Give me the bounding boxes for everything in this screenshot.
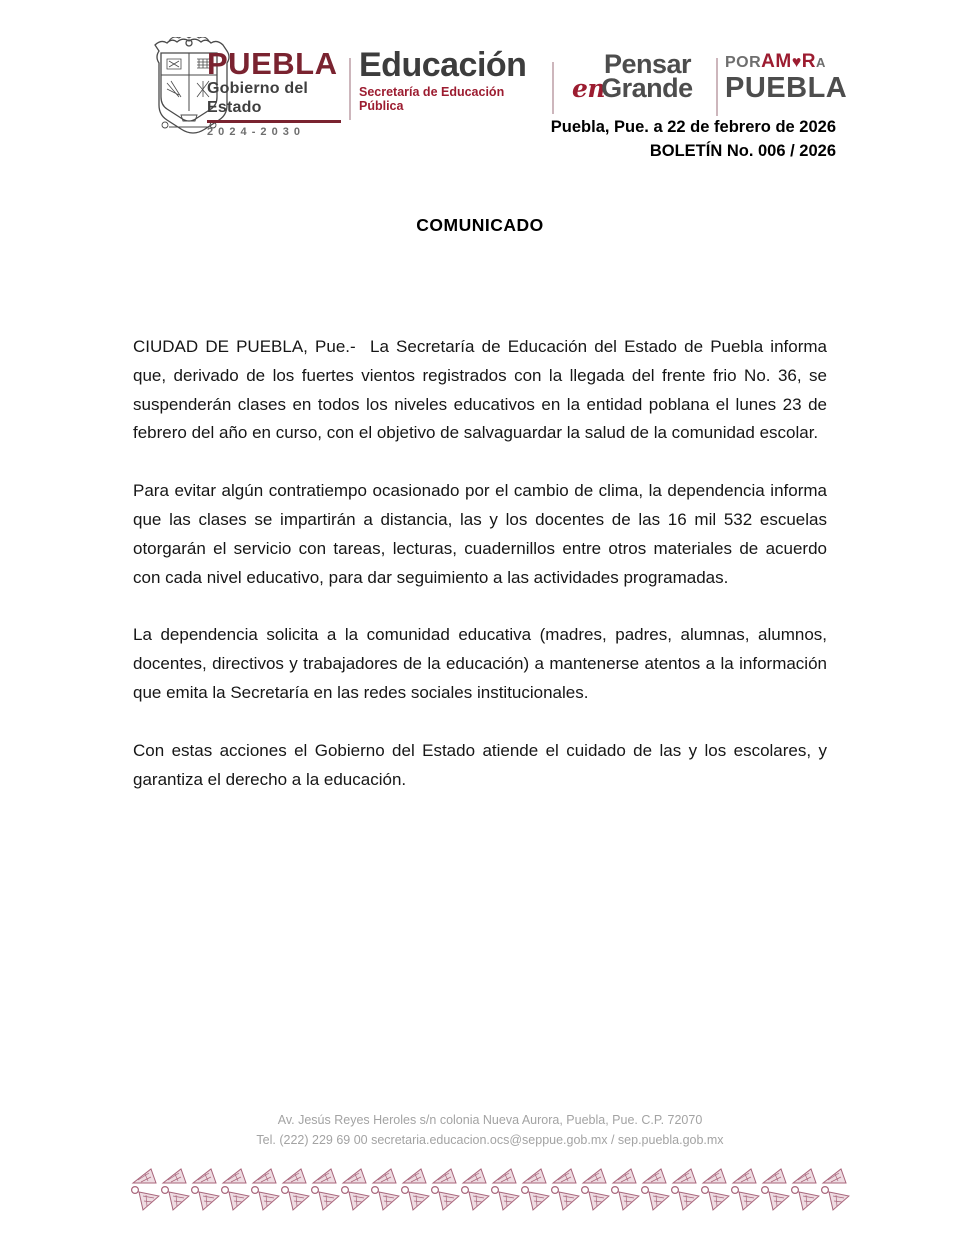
puebla-wordmark: PUEBLA — [207, 46, 338, 81]
talavera-ornament-border — [130, 1166, 850, 1214]
paragraph: CIUDAD DE PUEBLA, Pue.- La Secretaría de Educación del Estado de Puebla informa que, derivado de los fuertes vientos registrados con la llegada del frente frio No. 36, se suspenderán clases en todos los niveles educativos en la entidad poblana el lunes 23 de febrero del año en curso, con el objetivo de salvaguardar la salud de la comunidad escolar. — [133, 337, 827, 443]
amor-logo-puebla: PUEBLA — [725, 72, 848, 104]
dateline-block — [551, 115, 836, 163]
footer — [0, 1110, 960, 1150]
document-heading: COMUNICADO — [416, 215, 544, 235]
heart-icon: ♥ — [791, 54, 802, 71]
document-body — [133, 333, 827, 823]
amor-logo-por: POR — [725, 54, 762, 71]
puebla-logo-subtitle: Gobierno del Estado — [207, 80, 309, 116]
pensar-logo-grande: Grande — [601, 73, 693, 103]
pensar-logo-line1: Pensar — [604, 49, 692, 79]
por-amor-a-puebla-logo — [725, 51, 850, 102]
pensar-logo-en: en — [572, 74, 606, 103]
dateline: Puebla, Pue. a 22 de febrero de 2026 — [550, 118, 836, 136]
puebla-government-logo — [207, 46, 341, 138]
footer-contact: Tel. (222) 229 69 00 secretaria.educacion.ocs@seppue.gob.mx / sep.puebla.gob.mx — [256, 1133, 724, 1147]
paragraph: Para evitar algún contratiempo ocasionado por el cambio de clima, la dependencia informa que las clases se impartirán a distancia, las y los docentes de las 16 mil 532 escuelas otorgarán el servicio con tareas, lecturas, cuadernillos entre otros materiales de acuerdo con cada nivel educativo, para dar seguimiento a las actividades programadas. — [133, 481, 827, 587]
paragraph: Con estas acciones el Gobierno del Estado atiende el cuidado de las y los escolares, y garantiza el derecho a la educación. — [133, 740, 827, 789]
logo-divider — [349, 58, 351, 120]
puebla-logo-years: 2 0 2 4 - 2 0 3 0 — [207, 126, 302, 138]
amor-logo-line1 — [725, 51, 850, 74]
amor-logo-amor-suffix: R — [801, 51, 816, 72]
bulletin-number: BOLETÍN No. 006 / 2026 — [649, 142, 836, 160]
logo-divider — [552, 62, 554, 114]
educacion-logo-subtitle: Secretaría de Educación Pública — [359, 85, 505, 113]
footer-address: Av. Jesús Reyes Heroles s/n colonia Nueva Aurora, Puebla, Pue. C.P. 72070 — [277, 1113, 703, 1127]
educacion-logo-title: Educación — [359, 46, 527, 84]
amor-logo-amor-prefix: AM — [761, 51, 792, 72]
pensar-logo-line2 — [572, 73, 712, 103]
pensar-en-grande-logo — [572, 49, 712, 103]
logo-divider — [716, 58, 718, 116]
educacion-logo — [359, 47, 544, 113]
puebla-logo-rule — [207, 120, 341, 123]
paragraph: La dependencia solicita a la comunidad educativa (madres, padres, alumnas, alumnos, docentes, directivos y trabajadores de la educación) a mantenerse atentos a la información que emita la Secretaría en las redes sociales institucionales. — [133, 625, 827, 702]
amor-logo-a: A — [815, 55, 826, 70]
